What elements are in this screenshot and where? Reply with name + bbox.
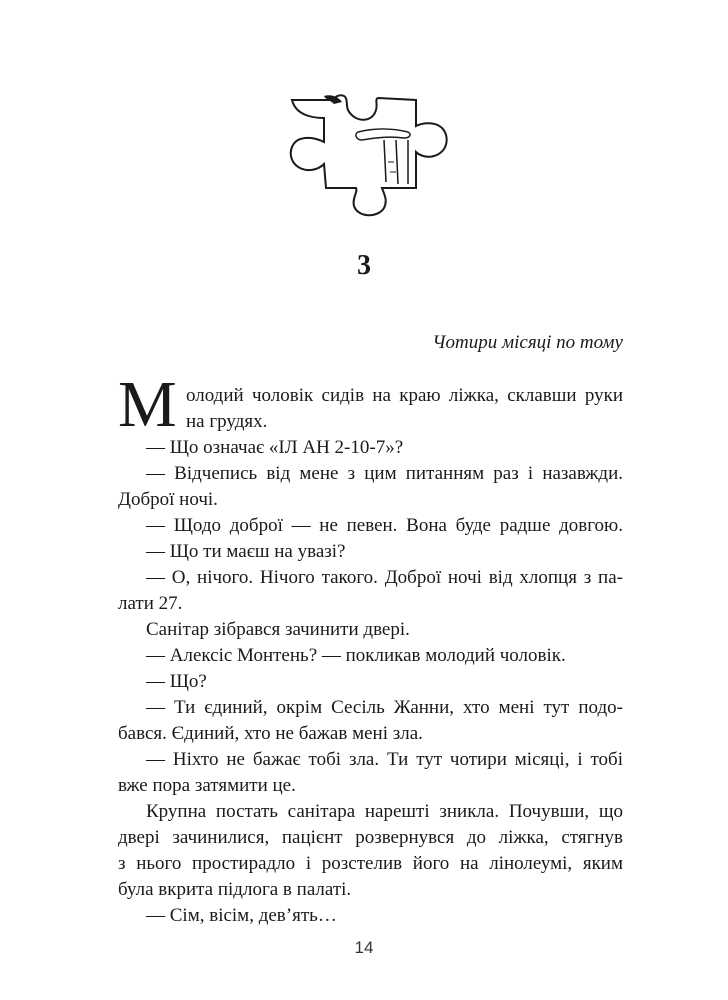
body-text xyxy=(118,383,623,929)
text-line: була вкрита підлога в палаті. xyxy=(118,879,352,900)
text-line: Доброї ночі. xyxy=(118,489,218,510)
text-line: на грудях. xyxy=(186,411,268,432)
drop-cap: М xyxy=(118,368,177,441)
text-line: — Сім, вісім, дев’ять… xyxy=(146,905,337,926)
chapter-number: 3 xyxy=(357,250,371,281)
text-line: вже пора затямити це. xyxy=(118,775,296,796)
text-line: олодий чоловік сидів на краю ліжка, склавши руки xyxy=(186,385,623,406)
text-line: — Ніхто не бажає тобі зла. Ти тут чотири місяці, і тобі xyxy=(146,749,623,770)
text-line: — Відчепись від мене з цим питанням раз і назавжди. xyxy=(146,463,623,484)
text-line: — Алексіс Монтень? — покликав молодий чоловік. xyxy=(146,645,566,666)
text-line: — Що? xyxy=(146,671,207,692)
text-line: бався. Єдиний, хто не бажав мені зла. xyxy=(118,723,423,744)
text-line: — О, нічого. Нічого такого. Доброї ночі від хлопця з па- xyxy=(146,567,623,588)
text-line: — Що ти маєш на увазі? xyxy=(146,541,346,562)
text-line: Санітар зібрався зачинити двері. xyxy=(146,619,410,640)
chapter-epigraph: Чотири місяці по тому xyxy=(432,332,623,353)
text-line: двері зачинилися, пацієнт розвернувся до ліжка, стягнув xyxy=(118,827,623,848)
text-line: — Ти єдиний, окрім Сесіль Жанни, хто мені тут подо- xyxy=(146,697,623,718)
text-line: — Що означає «ІЛ АН 2-10-7»? xyxy=(146,437,404,458)
text-line: Крупна постать санітара нарешті зникла. Почувши, що xyxy=(146,801,623,822)
text-line: з нього простирадло і розстелив його на лінолеумі, яким xyxy=(118,853,623,874)
text-line: лати 27. xyxy=(118,593,183,614)
puzzle-piece-icon xyxy=(284,92,456,220)
page-number: 14 xyxy=(354,938,374,957)
text-line: — Щодо доброї — не певен. Вона буде радше довгою. xyxy=(146,515,623,536)
